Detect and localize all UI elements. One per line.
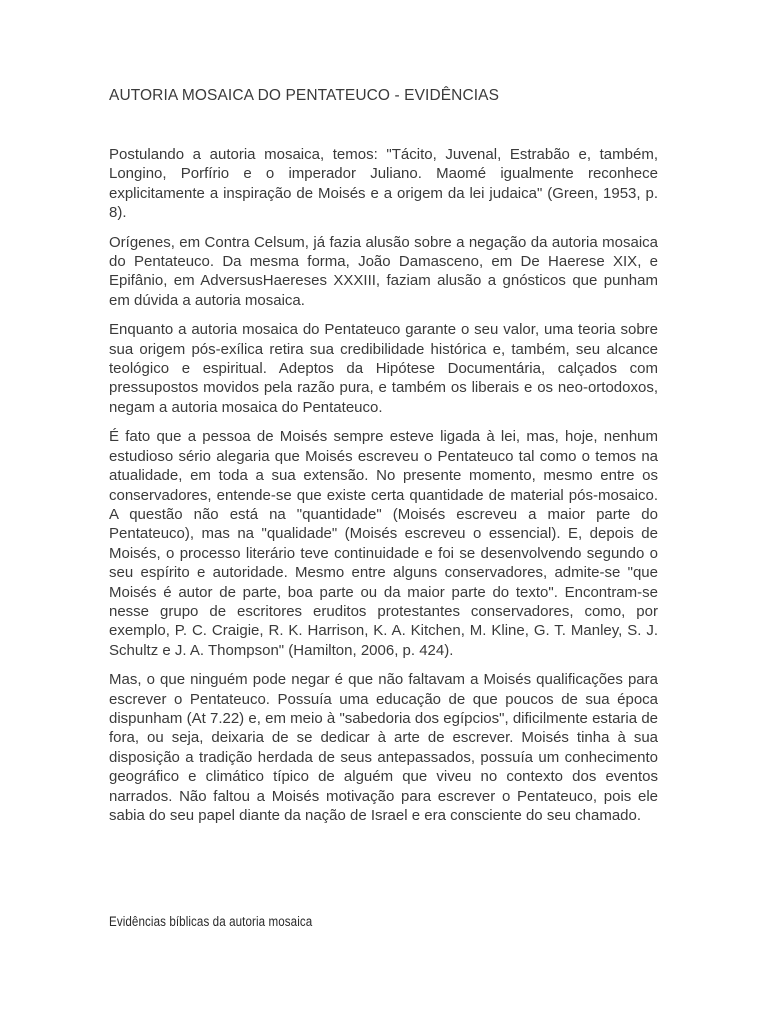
paragraph: Postulando a autoria mosaica, temos: "Tácito, Juvenal, Estrabão e, também, Longino, Porfírio e o imperador Juliano. Maomé igualmente reconhece explicitamente a inspiração de Moisés e a origem da lei judaica" (Green, 1953, p. 8). — [109, 146, 658, 222]
document-title: AUTORIA MOSAICA DO PENTATEUCO - EVIDÊNCIAS — [109, 87, 500, 104]
paragraph: Mas, o que ninguém pode negar é que não faltavam a Moisés qualificações para escrever o Pentateuco. Possuía uma educação de que poucos de sua época dispunham (At 7.22) e, em meio à "sabedoria dos egípcios", dificilmente estaria de fora, ou seja, deixaria de se dedicar à arte de escrever. Moisés tinha à sua disposição a tradição herdada de seus antepassados, possuía um conhecimento geográfico e climático típico de alguém que viveu no contexto dos eventos narrados. Não faltou a Moisés motivação para escrever o Pentateuco, pois ele sabia do seu papel diante da nação de Israel e era consciente do seu chamado. — [109, 671, 658, 824]
paragraph: Enquanto a autoria mosaica do Pentateuco garante o seu valor, uma teoria sobre sua origem pós-exílica retira sua credibilidade histórica e, também, seu alcance teológico e espiritual. Adeptos da Hipótese Documentária, calçados com pressupostos movidos pela razão pura, e também os liberais e os neo-ortodoxos, negam a autoria mosaica do Pentateuco. — [109, 321, 658, 416]
paragraph: Orígenes, em Contra Celsum, já fazia alusão sobre a negação da autoria mosaica do Pentateuco. Da mesma forma, João Damasceno, em De Haerese XIX, e Epifânio, em AdversusHaereses XXXIII, faziam alusão a gnósticos que punham em dúvida a autoria mosaica. — [109, 233, 658, 309]
paragraph: É fato que a pessoa de Moisés sempre esteve ligada à lei, mas, hoje, nenhum estudioso sério alegaria que Moisés escreveu o Pentateuco tal como o temos na atualidade, em toda a sua extensão. No presente momento, mesmo entre os conservadores, entende-se que existe certa quantidade de material pós-mosaico. A questão não está na "quantidade" (Moisés escreveu a maior parte do Pentateuco), mas na "qualidade" (Moisés escreveu o essencial). E, depois de Moisés, o processo literário teve continuidade e foi se desenvolvendo segundo o seu espírito e autoridade. Mesmo entre alguns conservadores, admite-se "que Moisés é autor de parte, boa parte ou da maior parte do texto". Encontram-se nesse grupo de escritores eruditos protestantes conservadores, como, por exemplo, P. C. Craigie, R. K. Harrison, K. A. Kitchen, M. Kline, G. T. Manley, S. J. Schultz e J. A. Thompson" (Hamilton, 2006, p. 424). — [109, 428, 658, 659]
section-heading: Evidências bíblicas da autoria mosaica — [109, 914, 313, 929]
document-body — [109, 145, 658, 835]
